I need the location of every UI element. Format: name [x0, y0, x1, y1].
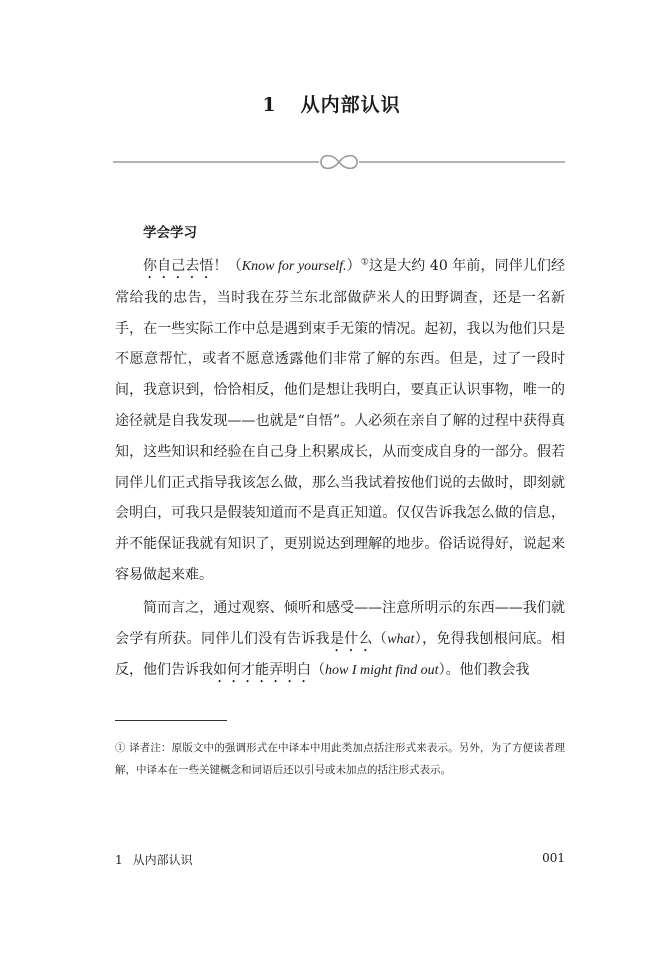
- chapter-title: [0, 90, 663, 117]
- footnote-marker: ①: [115, 742, 126, 754]
- footnote-divider: [115, 720, 227, 721]
- emphasis-text: 你自己去悟: [143, 258, 214, 274]
- paragraph: 你自己去悟！（Know for yourself.）①这是大约 40 年前，同伴儿们经常给我的忠告，当时我在芬兰东北部做萨米人的田野调查，还是一名新手，在一些实际工作中总是遇到束手无策的情况。起初，我以为他们只是不愿意帮忙，或者不愿意透露他们非常了解的东西。但是，过了一段时间，我意识到，恰恰相反，他们是想让我明白，要真正认识事物，唯一的途径就是自我发现——也就是“自悟”。人必须在亲自了解的过程中获得真知，这些知识和经验在自己身上积累成长，从而变成自身的一部分。假若同伴儿们正式指导我该怎么做，那么当我试着按他们说的去做时，即刻就会明白，可我只是假装知道而不是真正知道。仅仅告诉我怎么做的信息，并不能保证我就有知识了，更别说达到理解的地步。俗话说得好，说起来容易做起来难。: [115, 257, 566, 583]
- emphasis-text: 如何才能弄明白: [213, 662, 311, 679]
- footer-chapter-number: 1: [115, 853, 123, 867]
- chapter-number: 1: [262, 94, 277, 116]
- section-heading: 学会学习: [143, 225, 197, 241]
- footnote-reference[interactable]: ①: [360, 257, 369, 268]
- chapter-title-text: 从内部认识: [300, 94, 401, 116]
- footnote: [115, 737, 565, 781]
- running-footer: [115, 851, 193, 868]
- ornamental-divider: [113, 150, 565, 174]
- footnote-text: 译者注：原版文中的强调形式在中译本中用此类加点括注形式来表示。另外，为了方便读者理解，中译本在一些关键概念和词语后还以引号或未加点的括注形式表示。: [115, 742, 565, 776]
- body-text: [115, 251, 565, 689]
- paragraph: 简而言之，通过观察、倾听和感受——注意所明示的东西——我们就会学有所获。同伴儿们没有告诉我是什么（what），免得我刨根问底。相反，他们告诉我如何才能弄明白（how I might find out）。他们教会我: [115, 599, 566, 679]
- english-gloss: what: [387, 631, 415, 647]
- english-gloss: how I might find out: [325, 663, 439, 679]
- page-number: 001: [542, 851, 565, 865]
- emphasis-text: 是什么: [329, 630, 373, 647]
- footer-chapter-title: 从内部认识: [132, 853, 193, 867]
- english-gloss: Know for yourself.: [241, 259, 347, 274]
